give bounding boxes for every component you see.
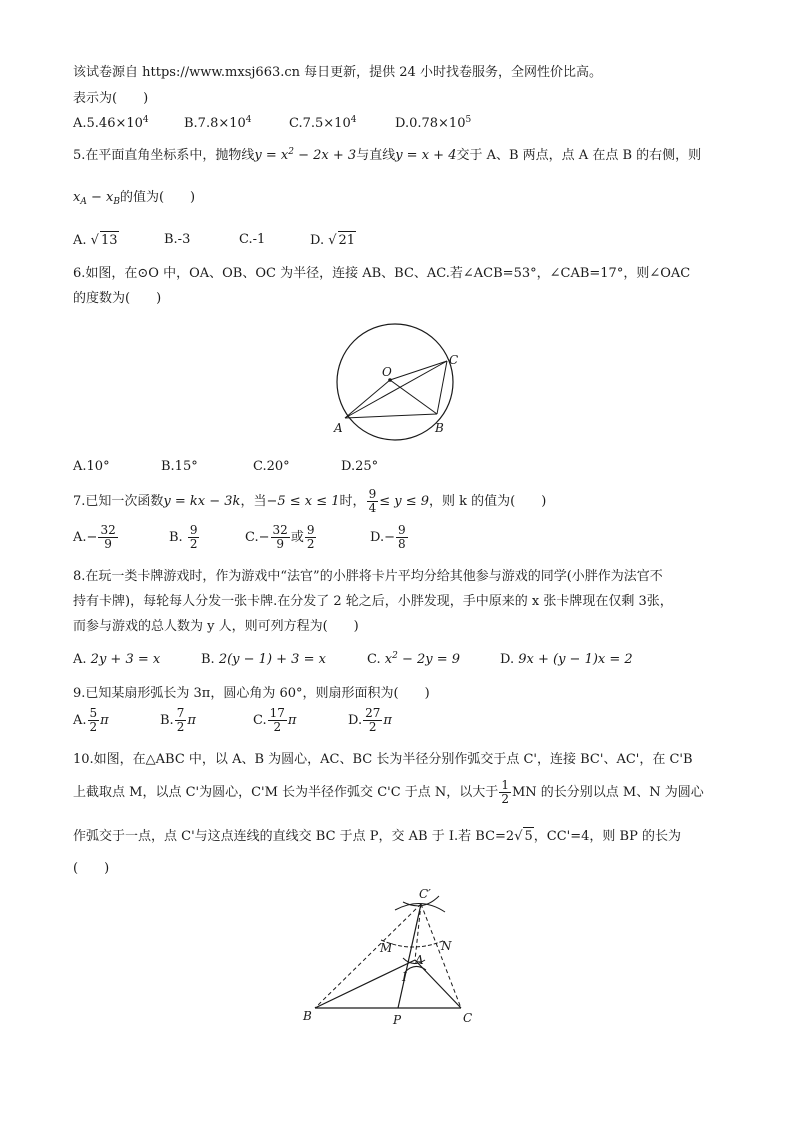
q10-label-c-prime: C′ xyxy=(419,887,431,901)
q10-construction-figure xyxy=(295,882,485,1032)
q9-option-a[interactable]: A. $\frac{5}{2}$ π xyxy=(73,706,109,734)
q7-function-formula: y = kx − 3k xyxy=(163,494,241,509)
q7-fraction-9-4: $\frac{9}{4}$ xyxy=(368,487,377,515)
q6-label-o: O xyxy=(382,365,392,379)
q10-side-ac xyxy=(415,960,461,1008)
q10-dashed-ac1 xyxy=(415,904,421,960)
q9-option-d[interactable]: D. $\frac{27}{2}$ π xyxy=(348,706,392,734)
q10-arc-near-a-2 xyxy=(405,966,426,972)
q4-option-c[interactable]: $C.7.5\times 10^4$ xyxy=(289,115,357,131)
q7-y-range: ≤ y ≤ 9 xyxy=(379,494,430,509)
q7-x-range: −5 ≤ x ≤ 1 xyxy=(266,494,340,509)
q9-option-b[interactable]: B. $\frac{7}{2}$ π xyxy=(160,706,196,734)
q5-option-b[interactable]: B.-3 xyxy=(164,232,191,247)
q6-label-c: C xyxy=(449,353,459,367)
q10-label-m: M xyxy=(380,941,393,955)
q10-label-i: I xyxy=(402,970,407,984)
q7-stem: 7.已知一次函数y = kx − 3k，当−5 ≤ x ≤ 1时， $\frac{9}{4}$ ≤ y ≤ 9，则 k 的值为( ) xyxy=(73,487,547,515)
q10-dashed-bc1 xyxy=(315,904,421,1008)
q8-stem-1: 8.在玩一类卡牌游戏时，作为游戏中“法官”的小胖将卡片平均分给其他参与游戏的同学(小胖作为法官不 xyxy=(73,569,663,584)
q6-stem-2: 的度数为( ) xyxy=(73,291,162,306)
q4-option-b[interactable]: $B.7.8\times 10^4$ xyxy=(184,115,252,131)
q7-option-b[interactable]: B. $\frac{9}{2}$ xyxy=(169,523,198,551)
q10-label-c: C xyxy=(463,1011,473,1025)
q6-segment-ab xyxy=(345,414,437,418)
q6-label-a: A xyxy=(334,421,343,435)
q9-option-c[interactable]: C. $\frac{17}{2}$ π xyxy=(253,706,297,734)
q8-option-c[interactable]: C. $x^2 - 2y = 9$ xyxy=(367,651,461,667)
q6-option-c[interactable]: C.20° xyxy=(253,459,290,474)
q10-label-b: B xyxy=(303,1009,312,1023)
q10-stem-1: 10.如图，在△ABC 中，以 A、B 为圆心，AC、BC 长为半径分别作弧交于点 C'，连接 BC'、AC'，在 C'B xyxy=(73,752,693,767)
q10-dashed-cc1 xyxy=(421,904,461,1008)
q6-option-d[interactable]: D.25° xyxy=(341,459,379,474)
q5-stem: 5.在平面直角坐标系中，抛物线$y = x^2 - 2x + 3$与直线y = x + 4交于 A、B 两点，点 A 在点 B 的右侧，则 xyxy=(73,147,702,163)
q6-label-b: B xyxy=(435,421,444,435)
q5-option-c[interactable]: C.-1 xyxy=(239,232,266,247)
q7-option-c[interactable]: C.− $\frac{32}{9}$ 或 $\frac{9}{2}$ xyxy=(245,523,315,551)
q8-stem-3: 而参与游戏的总人数为 y 人，则可列方程为( ) xyxy=(73,619,359,634)
q8-stem-2: 持有卡牌)，每轮每人分发一张卡牌.在分发了 2 轮之后，小胖发现，手中原来的 x 张卡牌现在仅剩 3张， xyxy=(73,594,673,609)
q4-option-a[interactable]: $A.5.46\times 10^4$ xyxy=(73,115,149,131)
q10-stem-2: 上截取点 M，以点 C'为圆心，C'M 长为半径作弧交 C'C 于点 N，以大于 $\frac{1}{2}$ MN 的长分别以点 M、N 为圆心 xyxy=(73,778,704,806)
q10-fraction-half: $\frac{1}{2}$ xyxy=(501,778,509,806)
q7-option-a[interactable]: A.− $\frac{32}{9}$ xyxy=(73,523,116,551)
q4-option-d[interactable]: $D.0.78\times 10^5$ xyxy=(395,115,472,131)
q10-label-p: P xyxy=(393,1013,402,1027)
q6-segment-oa xyxy=(345,380,390,418)
q10-label-n: N xyxy=(441,939,452,953)
q10-label-a: A xyxy=(415,953,424,967)
q10-stem-3: 作弧交于一点，点 C'与这点连线的直线交 BC 于点 P，交 AB 于 I.若 BC=2√ 5，CC'=4，则 BP 的长为 xyxy=(73,829,681,844)
q9-stem: 9.已知某扇形弧长为 3π，圆心角为 60°，则扇形面积为( ) xyxy=(73,686,430,701)
q6-stem-1: 6.如图，在⊙O 中，OA、OB、OC 为半径，连接 AB、BC、AC.若∠ACB=53°，∠CAB=17°，则∠OAC xyxy=(73,266,691,281)
q5-difference-formula: $x_A - x_B$ xyxy=(73,190,120,207)
q6-option-a[interactable]: A.10° xyxy=(73,459,110,474)
q4-tail: 表示为( ) xyxy=(73,91,149,106)
q6-segment-ac xyxy=(345,361,447,418)
q5-option-d[interactable]: D. √ 21 xyxy=(310,233,356,248)
source-header: 该试卷源自 https://www.mxsj663.cn 每日更新，提供 24 小时找卷服务，全网性价比高。 xyxy=(73,65,602,80)
q5-line-formula: y = x + 4 xyxy=(395,148,457,163)
q5-stem-2: $x_A - x_B$的值为( ) xyxy=(73,190,196,207)
q6-segment-ob xyxy=(390,380,437,414)
q8-option-a[interactable]: A. 2y + 3 = x xyxy=(73,652,161,667)
q6-segment-bc xyxy=(437,361,447,414)
q8-option-d[interactable]: D. 9x + (y − 1)x = 2 xyxy=(500,652,633,667)
q7-option-d[interactable]: D.− $\frac{9}{8}$ xyxy=(370,523,406,551)
q5-option-a[interactable]: A. √ 13 xyxy=(73,233,118,248)
q6-option-b[interactable]: B.15° xyxy=(161,459,198,474)
q6-circle-figure xyxy=(325,320,465,445)
q10-stem-4: ( ) xyxy=(73,861,110,876)
q8-option-b[interactable]: B. 2(y − 1) + 3 = x xyxy=(201,652,326,667)
q5-parabola-formula: $y = x^2 - 2x + 3$ xyxy=(254,147,357,163)
